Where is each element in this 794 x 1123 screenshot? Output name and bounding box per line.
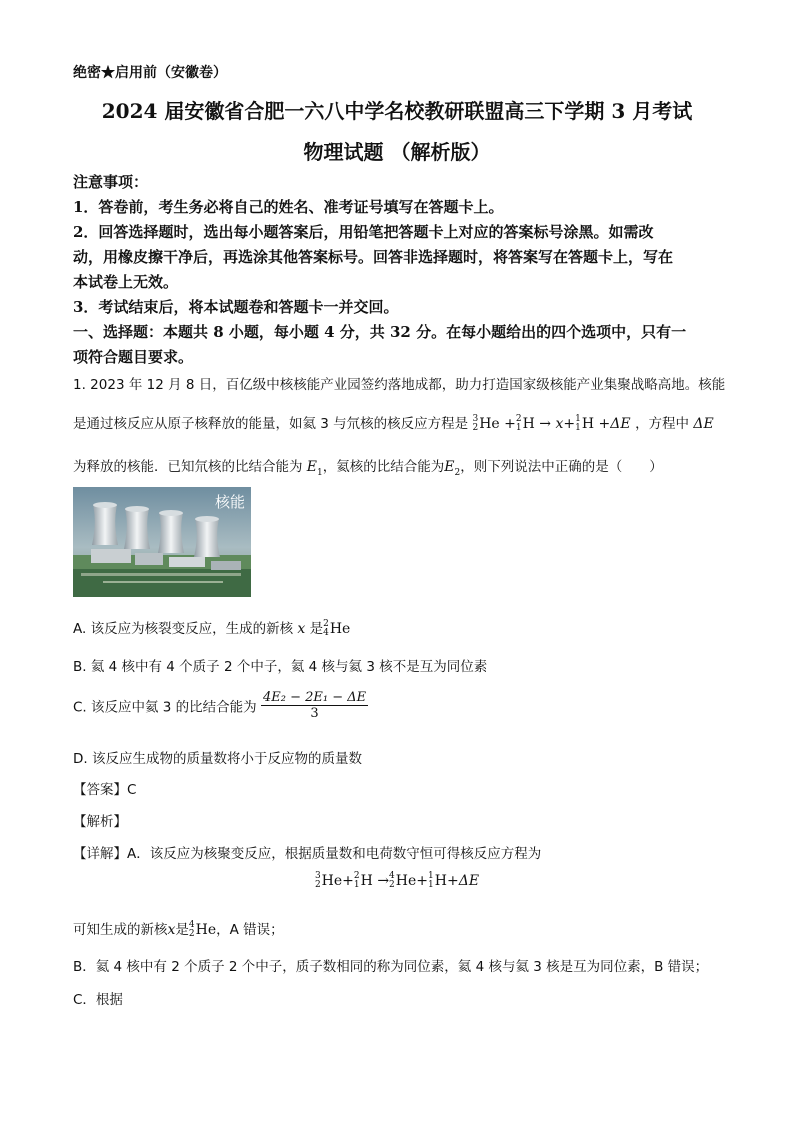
question-1-text: 是通过核反应从原子核释放的能量，如氦 3 与氘核的核反应方程是	[73, 416, 469, 432]
question-1-line-1: 1. 2023 年 12 月 8 日，百亿级中核核能产业园签约落地成都，助力打造国家级核能产业集聚战略高地。核能	[73, 377, 726, 393]
option-b: B. 氦 4 核中有 4 个质子 2 个中子，氦 4 核与氦 3 核不是互为同位素	[73, 659, 488, 675]
detail-c: C．根据	[73, 992, 123, 1008]
exam-title: 2024 届安徽省合肥一六八中学名校教研联盟高三下学期 3 月考试	[101, 99, 693, 123]
option-a: A. 该反应为核裂变反应，生成的新核 x 是 2 4 He	[73, 619, 351, 638]
section-heading-line-1: 一、选择题：本题共 8 小题，每小题 4 分，共 32 分。在每小题给出的四个选项中，只有一	[73, 323, 687, 341]
image-caption-label: 核能	[214, 493, 245, 511]
option-d: D. 该反应生成物的质量数将小于反应物的质量数	[73, 751, 362, 767]
note-item-2-line-3: 本试卷上无效。	[73, 273, 179, 291]
question-1-line-3: 为释放的核能．已知氘核的比结合能为 $E_1$，氦核的比结合能为$E_2$，则下列说法中正确的是（ ）	[73, 459, 663, 478]
secret-label: 绝密★启用前（安徽卷）	[73, 65, 227, 81]
note-item-2	[73, 220, 723, 295]
note-item-3: 3．考试结束后，将本试题卷和答题卡一并交回。	[73, 298, 399, 316]
note-item-2-line-1: 2．回答选择题时，选出每小题答案后，用铅笔把答题卡上对应的答案标号涂黑。如需改	[73, 223, 654, 241]
notes-heading: 注意事项：	[73, 173, 149, 191]
section-heading	[73, 320, 723, 370]
detail-a: 【详解】A．该反应为核聚变反应，根据质量数和电荷数守恒可得核反应方程为	[73, 846, 542, 862]
nuclear-plant-image	[73, 487, 251, 597]
binding-energy-fraction: $\frac{\text{4E₂ − 2E₁ − ΔE}}{3}$	[262, 690, 367, 721]
analysis-label: 【解析】	[73, 814, 127, 830]
section-heading-line-2: 项符合题目要求。	[73, 348, 194, 366]
e1-symbol: $E_1$	[306, 459, 323, 478]
answer-label: 【答案】C	[73, 782, 137, 798]
question-1-line-2: 是通过核反应从原子核释放的能量，如氦 3 与氘核的核反应方程是 3 2 He + 2 1 H → x+ 1 1 H +ΔE ，方程中 ΔE	[73, 414, 714, 433]
note-item-2-line-2: 动，用橡皮擦干净后，再选涂其他答案标号。回答非选择题时，将答案写在答题卡上，写在	[73, 248, 674, 266]
reaction-equation: 3 2 He + 2 1 H → x+ 1 1 H +ΔE	[472, 414, 631, 433]
reaction-equation-full: 3 2 He+ 2 1 H → 4 2 He+ 1 1 H+ΔE	[314, 871, 480, 890]
detail-b: B．氦 4 核中有 2 个质子 2 个中子，质子数相同的称为同位素，氦 4 核与氦 3 核是互为同位素，B 错误；	[73, 959, 709, 975]
note-item-1: 1．答卷前，考生务必将自己的姓名、准考证号填写在答题卡上。	[73, 198, 504, 216]
exam-subtitle: 物理试题 （解析版）	[303, 140, 491, 164]
e2-symbol: $E_2$	[444, 459, 461, 478]
conclusion-a: 可知生成的新核x是 4 2 He，A 错误；	[73, 920, 284, 939]
option-c: C. 该反应中氦 3 的比结合能为 $\frac{\text{4E₂ − 2E₁ − ΔE}}{3}$	[73, 690, 367, 721]
